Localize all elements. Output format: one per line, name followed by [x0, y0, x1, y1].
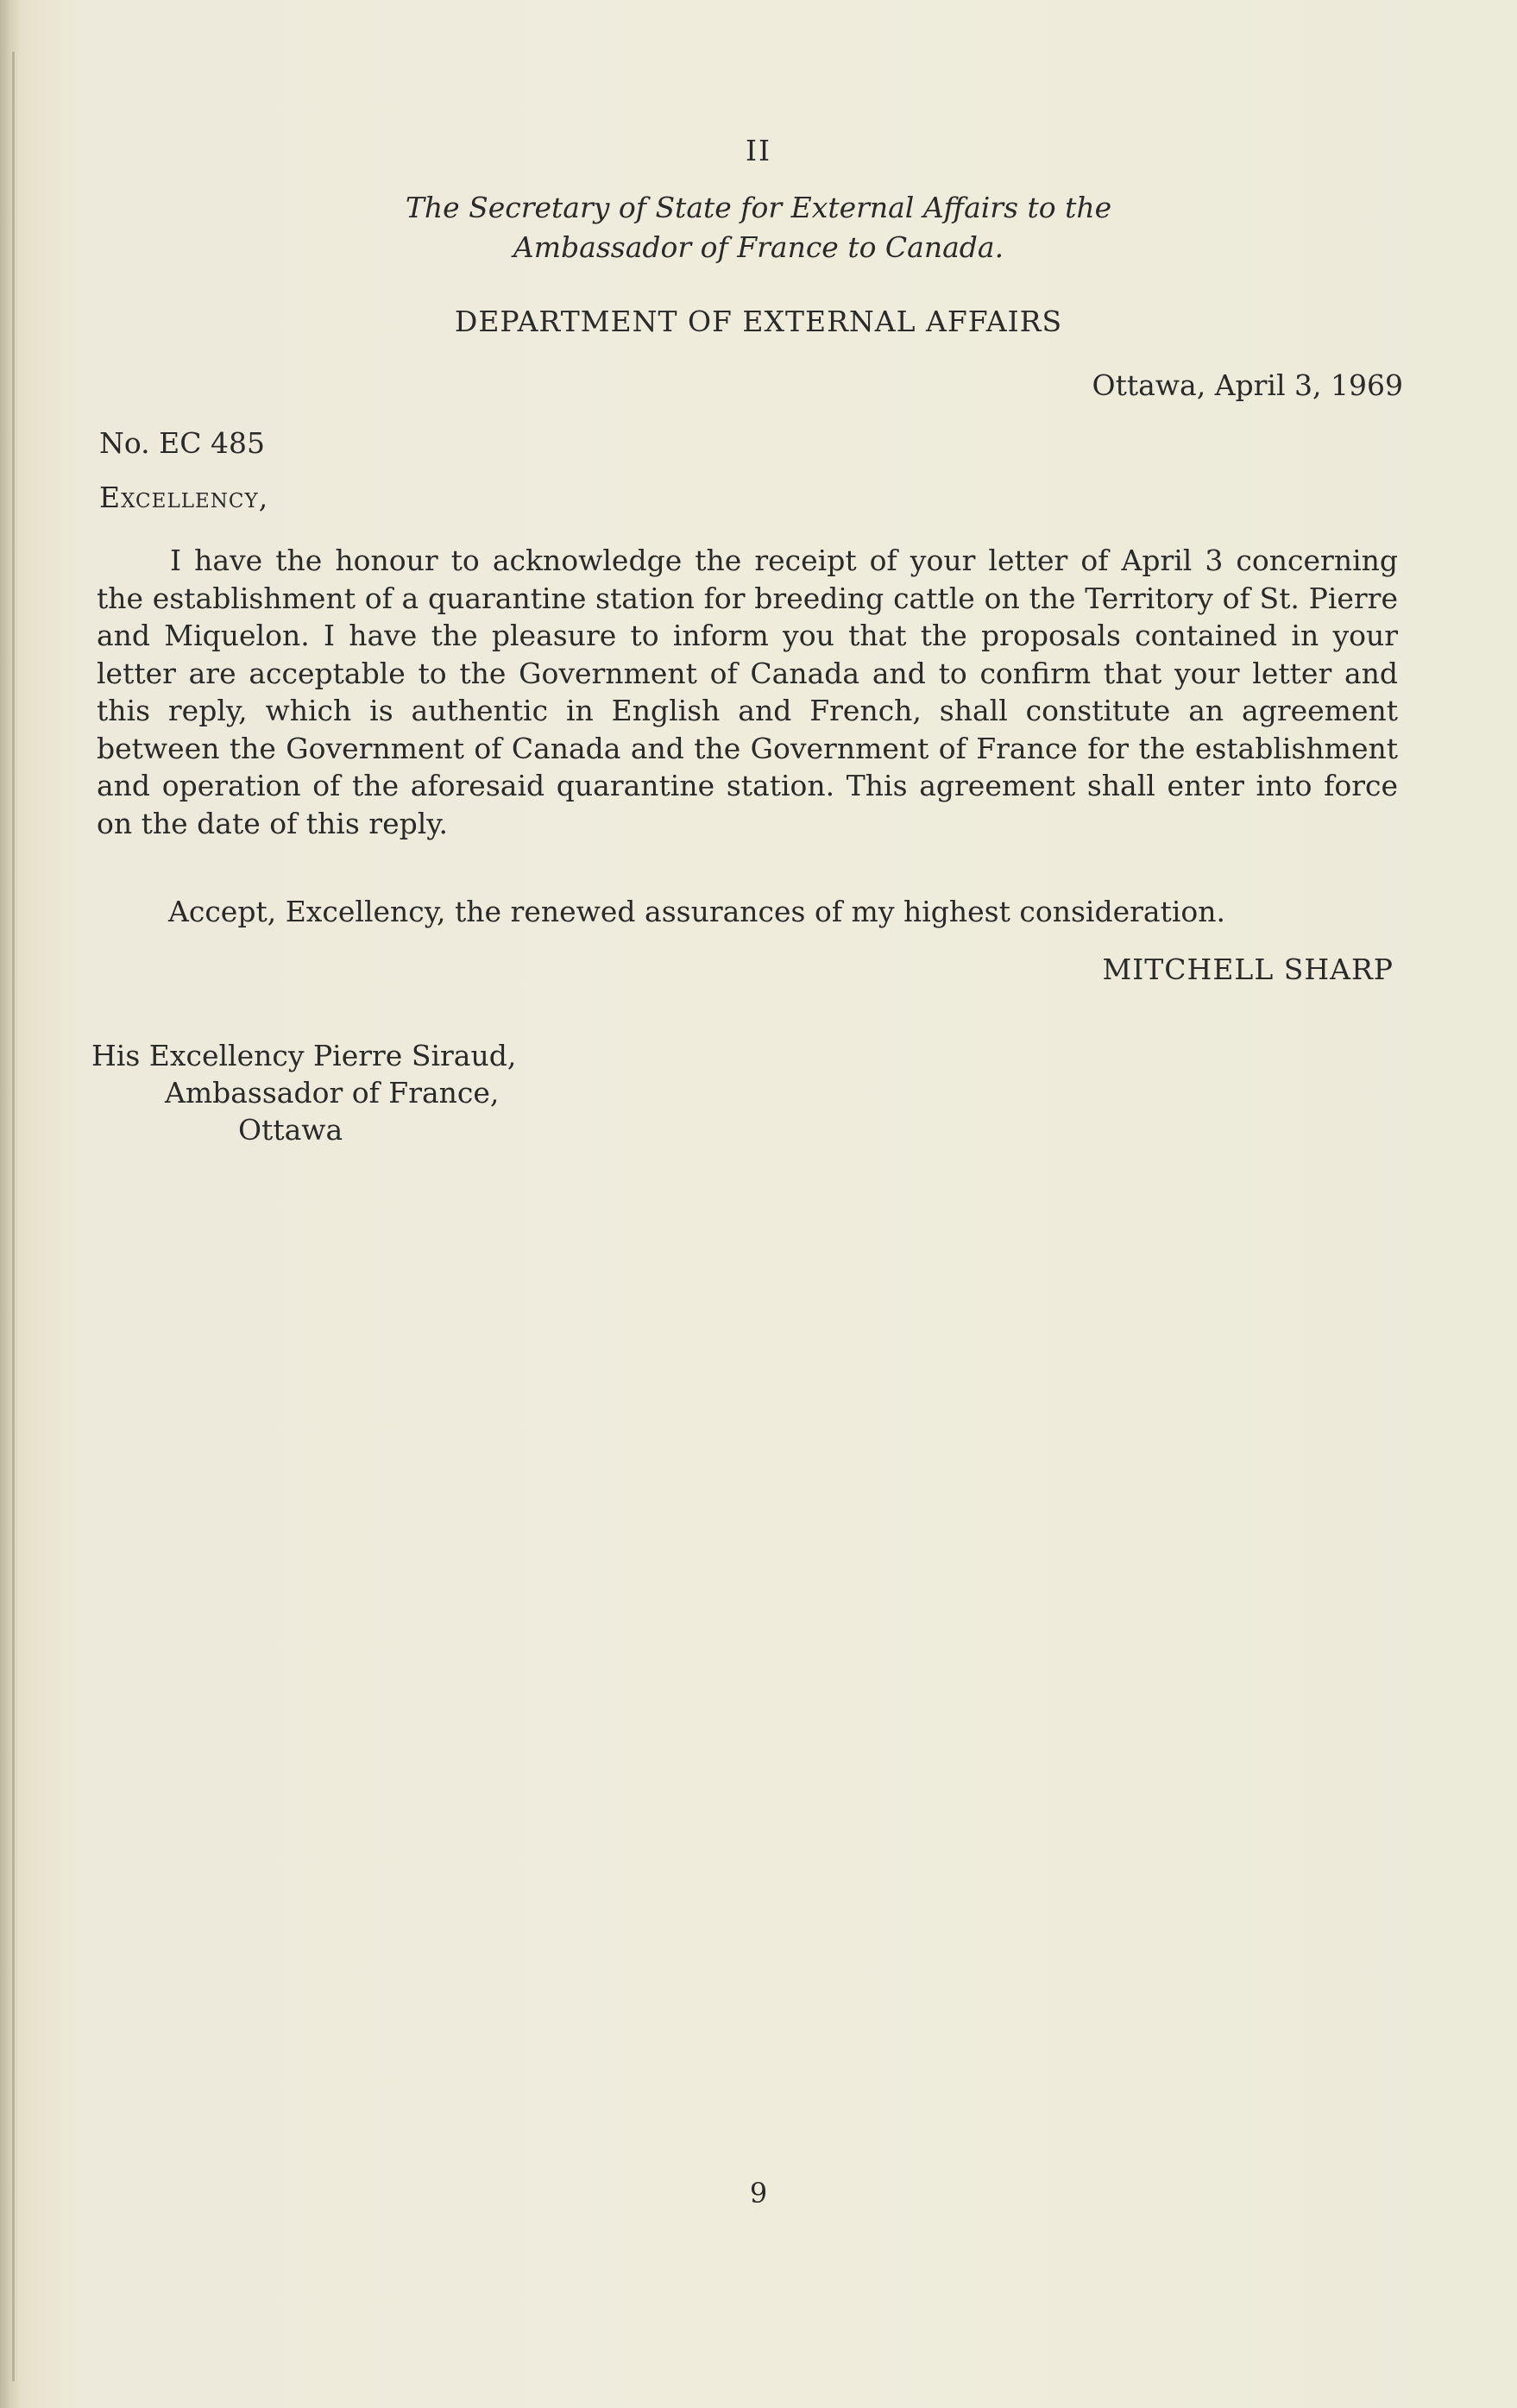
show-through-texture: [570, 854, 1018, 1613]
heading-line-1: The Secretary of State for External Affairs to the: [405, 191, 1112, 224]
heading-line-2: Ambassador of France to Canada.: [513, 230, 1004, 264]
letter-heading: [0, 188, 1517, 267]
binding-edge: [0, 0, 19, 2408]
signature: MITCHELL SHARP: [1102, 953, 1394, 986]
department-title: DEPARTMENT OF EXTERNAL AFFAIRS: [454, 305, 1063, 338]
binding-shadow-line: [12, 52, 15, 2381]
letter-body: I have the honour to acknowledge the receipt of your letter of April 3 concerning the establishment of a quarantine station for breeding cattle on the Territory of St. Pierre and Miquelon. I have the pleasure to inform you that the proposals contained in your letter are acceptable to the Government of Canada and to confirm that your letter and this reply, which is authentic in English and French, shall constitute an agreement between the Government of Canada and the Government of France for the establishment and operation of the aforesaid quarantine station. This agreement shall enter into force on the date of this reply.: [97, 544, 1398, 840]
addressee-line-1: His Excellency Pierre Siraud,: [91, 1039, 517, 1072]
page-number: 9: [749, 2177, 768, 2210]
section-numeral: II: [745, 134, 772, 167]
salutation: Excellency,: [99, 481, 269, 514]
dateline: Ottawa, April 3, 1969: [1092, 368, 1403, 402]
addressee-line-3: Ottawa: [238, 1113, 343, 1147]
addressee-block: [91, 1037, 516, 1148]
addressee-line-2: Ambassador of France,: [165, 1076, 500, 1110]
reference-number: No. EC 485: [99, 426, 265, 460]
closing-line: Accept, Excellency, the renewed assurances of my highest consideration.: [168, 895, 1225, 928]
